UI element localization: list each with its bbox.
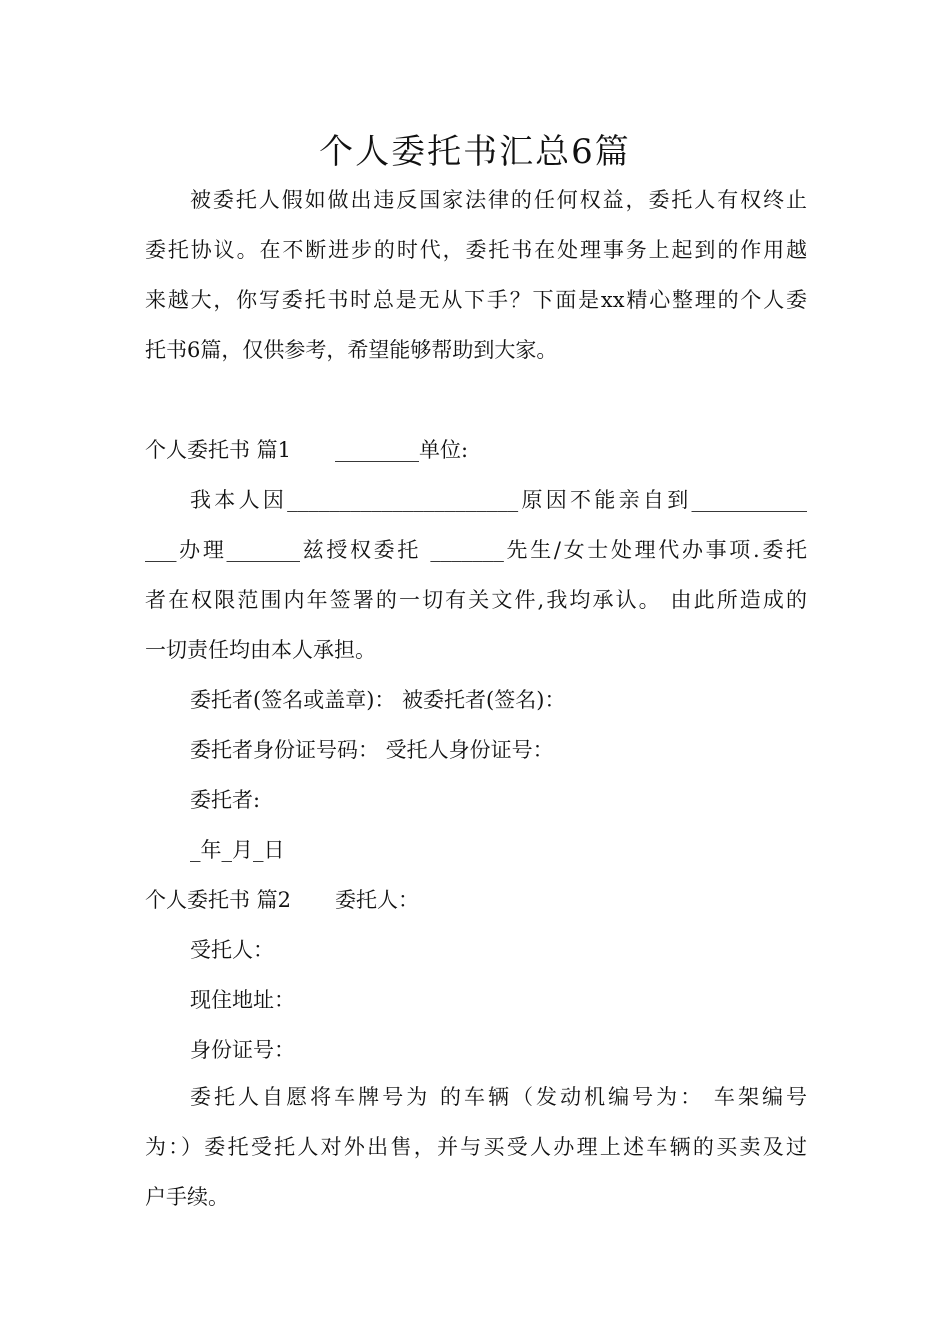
intro-line: 来越大，你写委托书时总是无从下手？下面是xx精心整理的个人委 xyxy=(145,288,807,312)
section-2-principal-field: 委托人： xyxy=(335,888,420,912)
date-line: _年_月_日 xyxy=(190,838,285,862)
section-1-body-line: 一切责任均由本人承担。 xyxy=(145,638,376,662)
signature-line: 委托者(签名或盖章)： 被委托者(签名)： xyxy=(190,688,566,712)
section-2-heading: 个人委托书 篇2 xyxy=(145,888,292,912)
document-title: 个人委托书汇总6篇 xyxy=(319,132,631,172)
section-1-body-line: ___办理_______兹授权委托 _______先生/女士处理代办事项.委托 xyxy=(145,538,807,562)
intro-line: 托书6篇，仅供参考，希望能够帮助到大家。 xyxy=(145,338,558,362)
section-2-body-line: 为：）委托受托人对外出售，并与买受人办理上述车辆的买卖及过 xyxy=(145,1135,807,1159)
intro-line: 被委托人假如做出违反国家法律的任何权益，委托人有权终止 xyxy=(190,188,807,212)
address-field: 现住地址： xyxy=(190,988,295,1012)
section-1-unit-field: ________单位: xyxy=(335,438,469,462)
section-1-body-line: 者在权限范围内年签署的一切有关文件,我均承认。 由此所造成的 xyxy=(145,588,807,612)
section-2-body-line: 户手续。 xyxy=(145,1185,229,1209)
section-1-heading-line xyxy=(145,435,807,465)
section-2-body-line: 委托人自愿将车牌号为 的车辆（发动机编号为： 车架编号 xyxy=(190,1085,807,1109)
id-number-line: 委托者身份证号码： 受托人身份证号： xyxy=(190,738,554,762)
agent-field: 受托人： xyxy=(190,938,274,962)
section-2-heading-line xyxy=(145,885,807,915)
principal-line: 委托者: xyxy=(190,788,261,812)
intro-line: 委托协议。在不断进步的时代，委托书在处理事务上起到的作用越 xyxy=(145,238,807,262)
section-1-body-line: 我本人因______________________原因不能亲自到___________ xyxy=(190,488,807,512)
id-field: 身份证号： xyxy=(190,1038,295,1062)
section-1-heading: 个人委托书 篇1 xyxy=(145,438,292,462)
